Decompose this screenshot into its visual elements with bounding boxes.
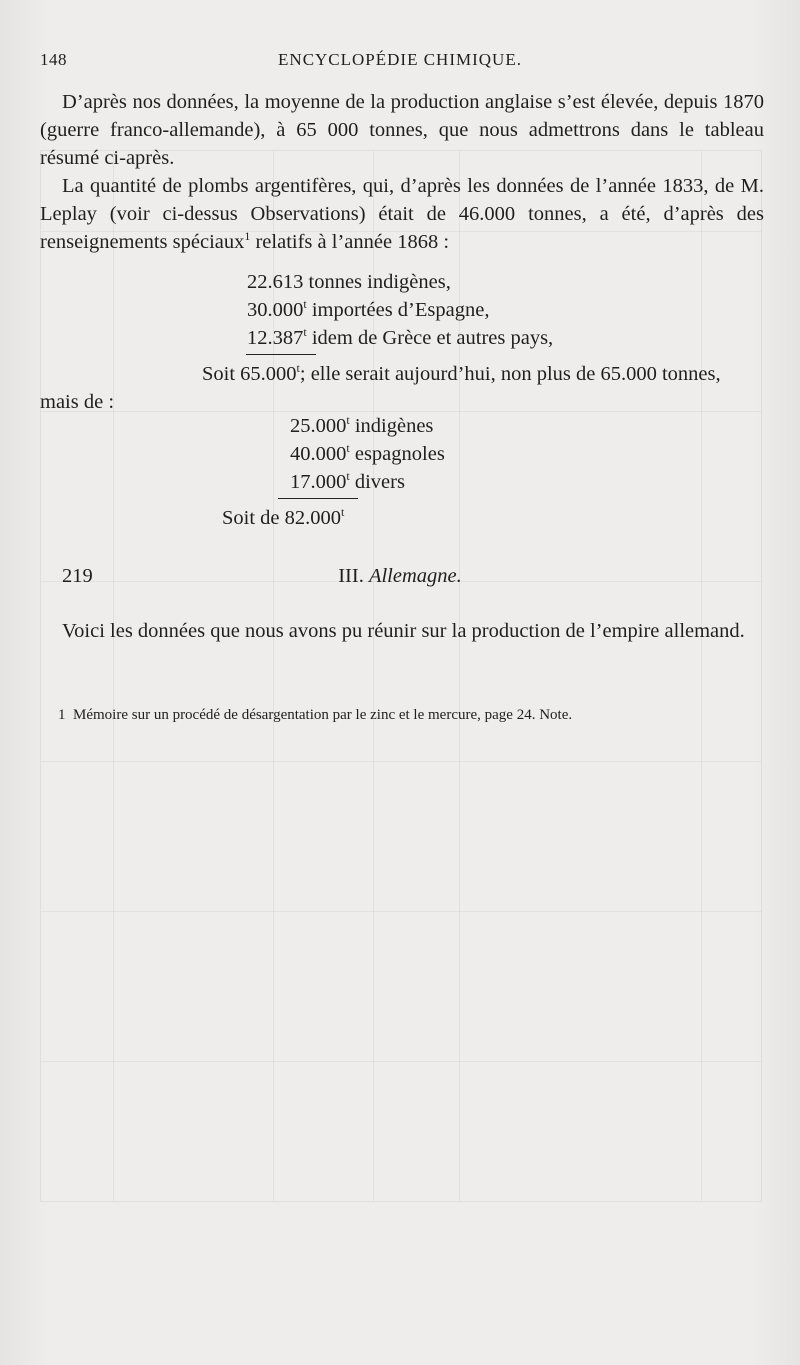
paragraph-germany	[40, 617, 764, 645]
running-title: ENCYCLOPÉDIE CHIMIQUE.	[278, 50, 522, 69]
tonnage-label: idem de Grèce et autres pays,	[306, 327, 554, 349]
tonnage-label: importées d’Espagne,	[306, 299, 490, 321]
tonnage-label: indigènes	[349, 415, 434, 437]
tonnage-value: 30.000	[247, 299, 304, 321]
tonnage-value: 12.387	[247, 327, 304, 349]
tonnage-value: 22.613	[247, 271, 304, 293]
sum-rule	[278, 498, 358, 499]
list-item-spain	[247, 296, 489, 324]
tonnage-value: 17.000	[290, 471, 347, 493]
total-line-present	[222, 504, 344, 532]
unit: t	[296, 361, 300, 376]
list-item-espagnoles	[290, 440, 445, 468]
unit: t	[346, 413, 350, 428]
paragraph-text-wrapper	[40, 172, 764, 256]
paragraph-text: D’après nos données, la moyenne de la production anglaise s’est élevée, depuis 1870 (guerre franco-allemande), à 65 000 tonnes, que nous admettrons dans le tableau résumé ci-après.	[40, 91, 764, 169]
total-prefix: Soit de	[222, 507, 285, 529]
paragraph-lead-quantity	[40, 172, 764, 256]
unit: t	[303, 325, 307, 340]
paragraph-text: Voici les données que nous avons pu réunir sur la production de l’empire allemand.	[62, 620, 745, 642]
total-value: 82.000	[284, 507, 342, 529]
page-number: 148	[40, 50, 67, 69]
unit: t	[346, 441, 350, 456]
footnote-marker: 1	[58, 707, 66, 723]
paragraph-text-end: relatifs à l’année 1868 :	[250, 231, 450, 253]
unit: t	[346, 469, 350, 484]
footnote-text: Mémoire sur un procédé de désargentation par le zinc et le mercure, page 24. Note.	[73, 707, 573, 723]
total-prefix: Soit	[202, 363, 241, 385]
list-item-indigenes	[290, 412, 433, 440]
list-item-greece	[247, 324, 553, 352]
section-heading	[0, 565, 800, 588]
total-text: ; elle serait aujourd’hui, non plus de 65.000 tonnes,	[299, 363, 721, 385]
total-line-1868	[202, 360, 721, 388]
footnote	[58, 705, 572, 725]
list-item-indigenous	[247, 268, 451, 296]
section-number: 219	[62, 565, 93, 587]
tonnage-label: espagnoles	[349, 443, 445, 465]
tonnage-value: 40.000	[290, 443, 347, 465]
mais-de-label: mais de :	[40, 391, 115, 413]
unit: t	[303, 297, 307, 312]
tonnage-label: tonnes indigènes,	[303, 271, 451, 293]
list-item-divers	[290, 468, 405, 496]
section-roman: III.	[338, 565, 369, 587]
sum-rule	[246, 354, 316, 355]
unit: t	[341, 505, 345, 520]
paragraph-text: La quantité de plombs argentifères, qui, d’après les données de l’année 1833, de M. Leplay (voir ci-dessus Observations) était de 46.000 tonnes, a été, d’après des renseignements spéciaux	[40, 175, 764, 253]
tonnage-label: divers	[349, 471, 405, 493]
tonnage-value: 25.000	[290, 415, 347, 437]
page-header	[40, 50, 760, 76]
footnote-reference: 1	[244, 229, 251, 244]
paragraph-english-production	[40, 88, 764, 172]
section-name: Allemagne.	[368, 565, 462, 587]
total-value: 65.000	[240, 363, 297, 385]
